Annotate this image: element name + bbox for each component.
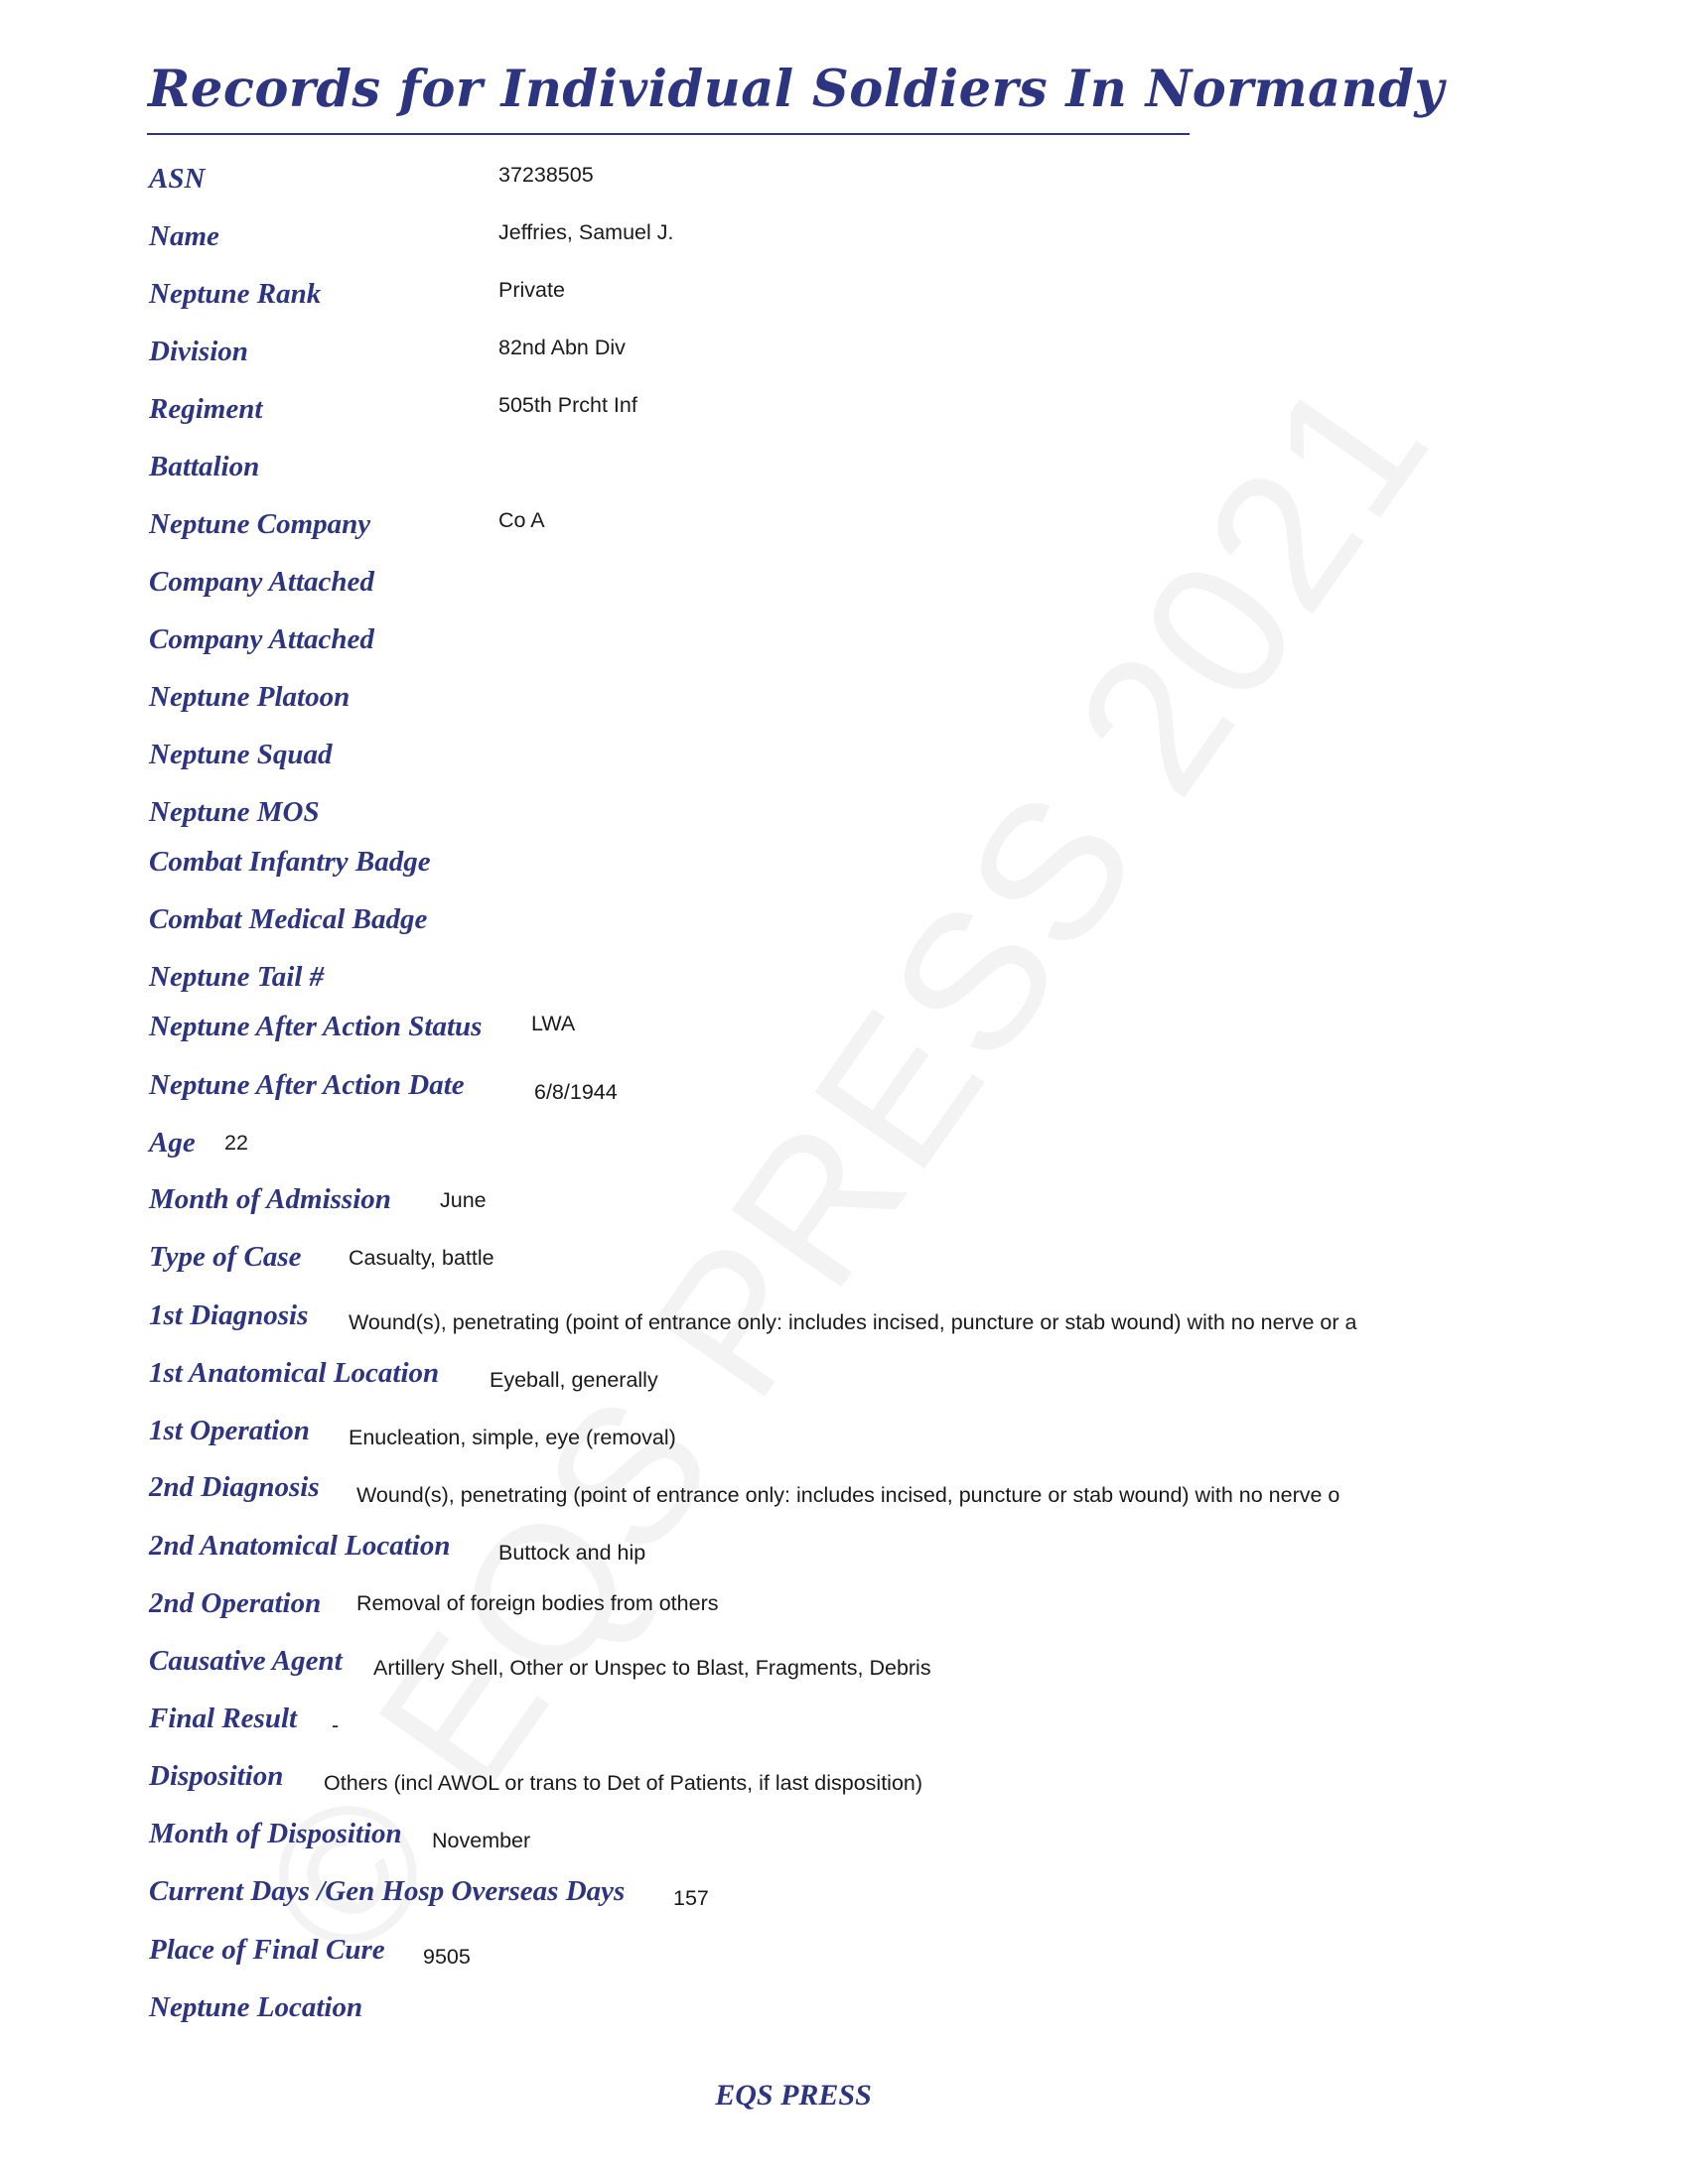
- field-value-type-of-case: Casualty, battle: [349, 1246, 494, 1270]
- field-label-combat-medical-badge: Combat Medical Badge: [149, 903, 428, 935]
- field-label-month-of-admission: Month of Admission: [149, 1183, 391, 1215]
- footer-publisher: EQS PRESS: [715, 2079, 872, 2112]
- field-value-2nd-anatomical-location: Buttock and hip: [498, 1541, 646, 1565]
- field-value-asn: 37238505: [498, 163, 594, 187]
- field-label-2nd-operation: 2nd Operation: [149, 1587, 322, 1619]
- field-label-place-of-final-cure: Place of Final Cure: [149, 1934, 385, 1966]
- field-value-2nd-operation: Removal of foreign bodies from others: [356, 1591, 719, 1615]
- field-label-1st-diagnosis: 1st Diagnosis: [149, 1299, 309, 1331]
- field-label-asn: ASN: [149, 163, 206, 195]
- field-label-battalion: Battalion: [149, 451, 260, 482]
- field-value-place-of-final-cure: 9505: [423, 1945, 471, 1969]
- field-label-2nd-diagnosis: 2nd Diagnosis: [149, 1471, 320, 1503]
- field-value-2nd-diagnosis: Wound(s), penetrating (point of entrance only: includes incised, puncture or stab wound) with no nerve o: [356, 1483, 1340, 1507]
- field-value-neptune-after-action-date: 6/8/1944: [534, 1080, 618, 1104]
- field-value-name: Jeffries, Samuel J.: [498, 220, 674, 244]
- title-underline: [147, 133, 1190, 135]
- field-value-disposition: Others (incl AWOL or trans to Det of Patients, if last disposition): [324, 1771, 923, 1795]
- field-value-causative-agent: Artillery Shell, Other or Unspec to Blast, Fragments, Debris: [373, 1656, 931, 1680]
- field-label-disposition: Disposition: [149, 1760, 284, 1792]
- field-label-neptune-mos: Neptune MOS: [149, 796, 320, 828]
- field-label-month-of-disposition: Month of Disposition: [149, 1818, 402, 1849]
- field-label-division: Division: [149, 336, 248, 367]
- field-label-neptune-after-action-date: Neptune After Action Date: [149, 1069, 465, 1101]
- field-label-neptune-location: Neptune Location: [149, 1991, 363, 2023]
- field-value-regiment: 505th Prcht Inf: [498, 393, 637, 417]
- field-value-1st-operation: Enucleation, simple, eye (removal): [349, 1426, 676, 1449]
- field-value-neptune-after-action-status: LWA: [531, 1012, 576, 1035]
- field-label-company-attached: Company Attached: [149, 566, 374, 598]
- field-label-2nd-anatomical-location: 2nd Anatomical Location: [149, 1530, 451, 1562]
- field-label-regiment: Regiment: [149, 393, 263, 425]
- page-title: Records for Individual Soldiers In Normandy: [148, 60, 1445, 119]
- field-value-final-result: -: [332, 1713, 340, 1737]
- field-label-neptune-company: Neptune Company: [149, 508, 371, 540]
- field-value-age: 22: [224, 1131, 248, 1155]
- field-label-combat-infantry-badge: Combat Infantry Badge: [149, 846, 431, 878]
- field-label-neptune-squad: Neptune Squad: [149, 739, 333, 770]
- field-value-1st-anatomical-location: Eyeball, generally: [490, 1368, 658, 1392]
- field-value-1st-diagnosis: Wound(s), penetrating (point of entrance only: includes incised, puncture or stab wound) with no nerve or a: [349, 1310, 1357, 1334]
- field-label-neptune-platoon: Neptune Platoon: [149, 681, 351, 713]
- field-value-month-of-admission: June: [440, 1188, 487, 1212]
- field-label-company-attached: Company Attached: [149, 623, 374, 655]
- watermark: [215, 336, 1473, 1997]
- field-value-neptune-company: Co A: [498, 508, 545, 532]
- field-label-final-result: Final Result: [149, 1703, 298, 1734]
- field-label-neptune-tail: Neptune Tail #: [149, 961, 325, 993]
- field-label-neptune-after-action-status: Neptune After Action Status: [149, 1011, 483, 1042]
- field-value-division: 82nd Abn Div: [498, 336, 626, 359]
- field-value-month-of-disposition: November: [432, 1829, 531, 1852]
- field-value-neptune-rank: Private: [498, 278, 565, 302]
- field-label-1st-anatomical-location: 1st Anatomical Location: [149, 1357, 440, 1389]
- field-value-current-days-gen-hosp-overseas-days: 157: [673, 1886, 709, 1910]
- field-label-age: Age: [149, 1127, 196, 1159]
- field-label-name: Name: [149, 220, 219, 252]
- field-label-causative-agent: Causative Agent: [149, 1645, 343, 1677]
- field-label-1st-operation: 1st Operation: [149, 1415, 310, 1446]
- field-label-type-of-case: Type of Case: [149, 1241, 302, 1273]
- field-label-current-days-gen-hosp-overseas-days: Current Days /Gen Hosp Overseas Days: [149, 1875, 626, 1907]
- field-label-neptune-rank: Neptune Rank: [149, 278, 322, 310]
